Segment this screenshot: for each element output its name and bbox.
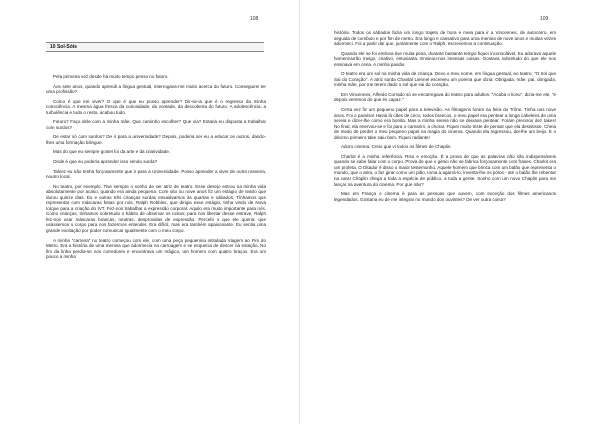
paragraph: A minha "carreira" no teatro começou com ele, com uma peça pequenina intitulada Viagem ao Fim do Metro. Era a história de uma menina que adormecia na carruagem e se esquecia de descer na estação. No fim da linha perdia-se nos corredores e encontrava um mágico, um homem com quatro braços. Era um pouco a minha — [46, 237, 266, 260]
paragraph: Quando ele se foi embora tive muita pena, durante bastante tempo fiquei inconsolável. Eu adorava aquele homenzarrão meigo, criativo, entusiasta. Ensinou-nos imensas coisas. Gostava sobretudo do que ele nos ensinava em cena. A minha paixão. — [334, 50, 556, 67]
paragraph: Como é que irei viver? O que é que eu posso aprender? Dir-se-ia que é o regresso da minha consciência. A mesma água fresca da curiosidade, da vontade, da descoberta do futuro. A adolescência, a turbulência e tudo o resto, acabou tudo. — [46, 98, 266, 115]
paragraph: Em Vincennes, Alfredo Corrado só se encarregava do teatro para adultos. "Acaba o liceu", dizia-me ele, "e depois veremos do que és capaz." — [334, 91, 556, 103]
page-number-right: 109 — [540, 16, 549, 22]
paragraph: Mas do que eu sempre gostei foi da arte e da criatividade. — [53, 149, 171, 155]
paragraph: Mas em França o cinema é para as pessoas que ouvem, com exceção dos filmes americanos legendados. Gostaria eu de me integrar no mundo dos ouvintes? De ver outra coisa? — [334, 191, 556, 202]
left-page-text — [46, 74, 266, 264]
paragraph: No teatro, por exemplo. Tive sempre o sonho de ser atriz de teatro. Esse desejo entrou na minha vida absolutamente por acaso, quando era ainda pequena. Com oito ou nove anos fiz um estágio de teatro que durou quinze dias. Eu e outras três crianças surdas ensaiávamos às quartas e sábados. Tínhamos que representar com máscaras feitas por nós. Ralph Robbins, que dirigia esse estágio, tinha vindo de Nova Iorque para a criação do IVT. Fez-nos trabalhar a expressão corporal. Aquilo era muito importante para nós. Como crianças, tínhamos sobretudo o hábito de observar os rostos; para nos libertar desse entrave, Ralph fez-nos usar máscaras brancas, neutras, desprovidas de expressão. Percebi o que ele queria: que usássemos o corpo para nos fazermos entender. Era difícil, mas era também apaixonante. Eu sentia uma grande excitação por poder comunicar igualmente com o meu corpo. — [46, 183, 266, 234]
paragraph: Pela primeira vez desde há muito tempo penso no futuro. — [53, 74, 169, 79]
right-page — [300, 0, 600, 424]
paragraph: Charlot é a minha referência. Riso e emoção. É a prova de que as palavras não são indispensáveis quando se sabe falar com o corpo. Prova de que o génio não se fabrica forçosamente com frases. Charlot era um profeta. O Ditador é disso o maior testemunho. Aquele homem que brinca com um balão que representa o mundo, que o atira, o faz girar como um pião, toma a agarrá-lo, inventa-lhe os pólos - até o balão lhe rebentar na cara! Chaplin chega a toda a espécie de público, a toda a gente. Sonho com um novo Chaplin para me lançar na aventura do cinema. Por que não? — [334, 153, 556, 187]
paragraph: Certa vez fiz um pequeno papel para a televisão. As filmagens foram na feira do Trône. Tinha uns nove anos. Foi o paraíso! Havia lá cães de circo, todos brancos, o meu papel era pentear a longa cabeleira de uma sereia e dizer-lhe como era bonita. Mas a minha sereia não se deixava pentear. Foram precisos dez takes! No final, ela enervou-se e foi para o camarim, a chorar. Fiquei muito triste de pensar que ela desistisse. Cheia de medo de perder o meu pequeno papel na magia do cinema. Quando ela regressou, dei-lhe um beijo. E o décimo primeiro take saiu bem. Fiquei radiante! — [334, 107, 556, 140]
paragraph: Futuro? Faço dele com a minha mãe. Que caminho escolher? Que via? Estaria eu disposta a trabalhar com surdos? — [46, 119, 266, 130]
paragraph: Talvez eu não tenha forçosamente que ir para a Universidade. Posso aprender a viver de outra maneira, noutro local. — [46, 168, 266, 180]
paragraph: Adoro cinema. Creio que vi todos os filmes de Chaplin. — [341, 144, 452, 150]
right-page-text — [334, 30, 556, 206]
paragraph: De estar só com surdos? De ir para a universidade? Depois, poderia ser eu a educar os outros, dando-lhes uma formação bilingue. — [46, 134, 266, 145]
paragraph: Aos sete anos, quando aprendi a língua gestual, interrogava-me muito acerca do futuro. Conseguirei ter uma profissão? — [46, 83, 266, 95]
paragraph: história. Todos os sábados fazia um longo trajeto de hora e meia para ir a Vincennes, de autocarro, em seguida de comboio e por fim de metro. Era longo e cansativo para uma menina de nove anos e muitas vezes adormeci. Foi a partir daí que, juntamente com o Ralph, escrevemos a continuação. — [334, 30, 556, 47]
paragraph: Onde é que eu poderia aprender isso sendo surda? — [53, 159, 158, 165]
chapter-title: 10 Sol-Sóis — [46, 42, 264, 52]
page-number-left: 108 — [250, 16, 259, 22]
paragraph: O teatro era um sol na minha vida de criança. Devo o meu nome, em língua gestual, ao teatro, "O Sol que Sai do Coração". A atriz surda Chantal Liennel escreveu um poema que dizia: Obrigada, mãe, pai, obrigada, minha mãe, por me terem dado o sol que sai do coração. — [334, 71, 556, 88]
